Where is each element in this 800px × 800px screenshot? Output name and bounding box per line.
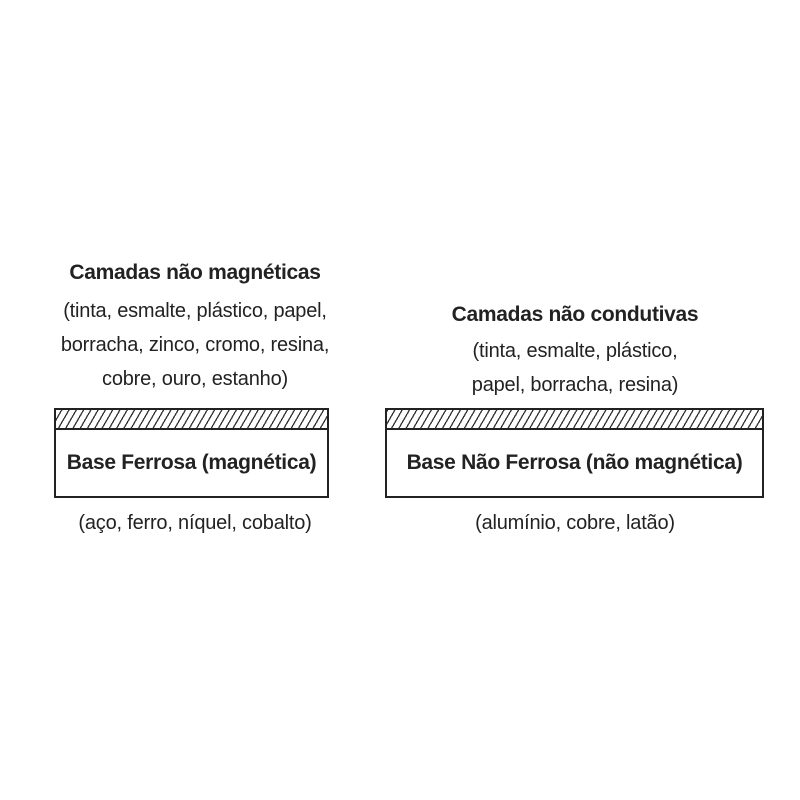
coating-examples-line: (tinta, esmalte, plástico,	[472, 340, 678, 362]
ferrous-base-examples: (aço, ferro, níquel, cobalto)	[78, 512, 312, 534]
coating-examples-line: (tinta, esmalte, plástico, papel,	[63, 300, 327, 322]
coating-examples-line: cobre, ouro, estanho)	[102, 368, 288, 390]
non-conductive-coatings-examples	[372, 334, 778, 402]
coating-examples-line: papel, borracha, resina)	[471, 374, 679, 396]
non-ferrous-base-label: Base Não Ferrosa (não magnética)	[406, 451, 743, 474]
non-magnetic-coatings-panel	[40, 258, 350, 396]
non-magnetic-coatings-examples	[40, 294, 350, 396]
ferrous-base-label: Base Ferrosa (magnética)	[66, 451, 317, 474]
coating-examples-line: borracha, zinco, cromo, resina,	[60, 334, 330, 356]
non-conductive-coatings-heading: Camadas não condutivas	[451, 303, 699, 326]
non-ferrous-base-examples: (alumínio, cobre, latão)	[475, 512, 675, 534]
coating-layer-hatch	[56, 410, 327, 430]
non-ferrous-base-diagram	[385, 408, 764, 498]
ferrous-base-diagram	[54, 408, 329, 498]
coating-layer-hatch	[387, 410, 762, 430]
non-conductive-coatings-panel	[372, 300, 778, 402]
non-magnetic-coatings-heading: Camadas não magnéticas	[69, 261, 321, 284]
